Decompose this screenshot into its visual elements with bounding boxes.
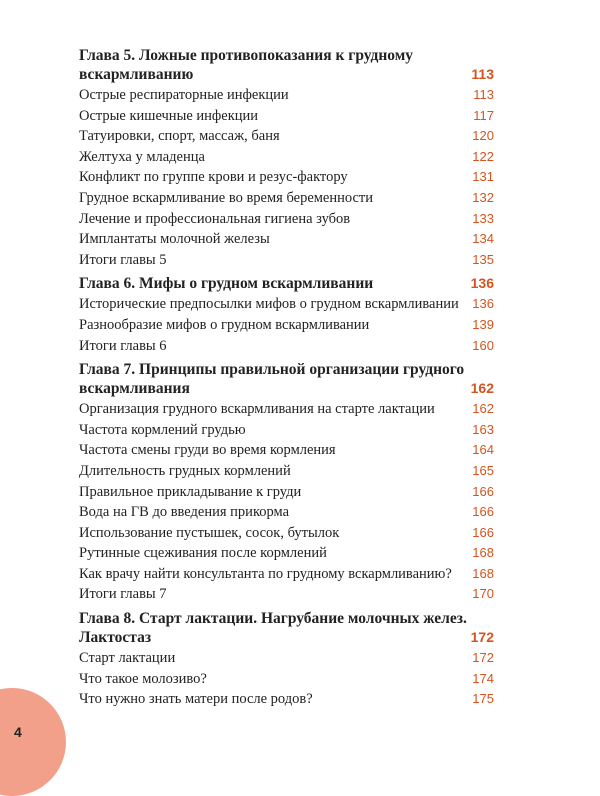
chapter-heading[interactable] xyxy=(79,46,494,84)
chapter-heading[interactable] xyxy=(79,360,494,398)
toc-entry-title: Лечение и профессиональная гигиена зубов xyxy=(79,210,351,227)
chapter-page-number: 172 xyxy=(470,629,494,646)
chapter-title: вскармливанию xyxy=(79,66,194,83)
chapter-page-number: 136 xyxy=(470,275,494,292)
toc-entry-page-number: 131 xyxy=(472,169,494,185)
chapter-page-number: 162 xyxy=(470,380,494,397)
toc-entry-page-number: 174 xyxy=(472,670,494,686)
toc-entry[interactable] xyxy=(79,564,494,585)
chapter-title: Лактостаз xyxy=(79,629,152,647)
chapter-title: Глава 5. Ложные противопоказания к грудному xyxy=(79,47,414,64)
toc-entry[interactable] xyxy=(79,188,494,209)
toc-entry-title: Исторические предпосылки мифов о грудном вскармливании xyxy=(79,296,459,313)
toc-entry-title: Что такое молозиво? xyxy=(79,670,207,687)
toc-entry-page-number: 166 xyxy=(472,483,494,499)
toc-entry-page-number: 175 xyxy=(472,691,494,707)
chapter-heading-line xyxy=(79,46,494,65)
toc-entry[interactable] xyxy=(79,689,494,710)
toc-entry-page-number: 164 xyxy=(472,442,494,458)
toc-entry-title: Татуировки, спорт, массаж, баня xyxy=(79,128,280,145)
chapter-title: Глава 8. Старт лактации. Нагрубание молочных желез. xyxy=(79,610,467,628)
toc-entry-page-number: 166 xyxy=(472,524,494,540)
toc-entry[interactable] xyxy=(79,167,494,188)
toc-entry-page-number: 122 xyxy=(472,148,494,164)
toc-entry[interactable] xyxy=(79,502,494,523)
toc-entry-title: Старт лактации xyxy=(79,650,176,667)
toc-entry-page-number: 165 xyxy=(472,462,494,478)
chapter-title: вскармливания xyxy=(79,380,190,398)
toc-entry-title: Частота смены груди во время кормления xyxy=(79,442,336,459)
toc-entry[interactable] xyxy=(79,229,494,250)
toc-entry-page-number: 166 xyxy=(472,504,494,520)
toc-entry[interactable] xyxy=(79,147,494,168)
toc-entry-page-number: 163 xyxy=(472,421,494,437)
toc-entry[interactable] xyxy=(79,669,494,690)
toc-entry-page-number: 136 xyxy=(472,296,494,312)
toc-entry[interactable] xyxy=(79,584,494,605)
toc-entry[interactable] xyxy=(79,106,494,127)
toc-entry-title: Организация грудного вскармливания на старте лактации xyxy=(79,401,435,418)
toc-entry-title: Что нужно знать матери после родов? xyxy=(79,691,313,708)
page-number-circle xyxy=(0,688,66,796)
toc-entry-page-number: 162 xyxy=(472,401,494,417)
chapter-heading-line xyxy=(79,65,494,84)
toc-entry[interactable] xyxy=(79,482,494,503)
toc-entry[interactable] xyxy=(79,85,494,106)
toc-entry[interactable] xyxy=(79,461,494,482)
toc-entry-page-number: 135 xyxy=(472,251,494,267)
toc-entry-title: Итоги главы 5 xyxy=(79,251,167,268)
chapter-heading-line xyxy=(79,360,494,379)
toc-entry-page-number: 113 xyxy=(473,87,494,102)
toc-entry[interactable] xyxy=(79,399,494,420)
toc-entry[interactable] xyxy=(79,440,494,461)
toc-entry-page-number: 168 xyxy=(472,565,494,581)
toc-entry-title: Имплантаты молочной железы xyxy=(79,231,270,248)
toc-entry-title: Вода на ГВ до введения прикорма xyxy=(79,504,290,521)
toc-entry-page-number: 120 xyxy=(472,128,494,144)
chapter-heading-line xyxy=(79,628,494,647)
page-number: 4 xyxy=(14,724,22,740)
table-of-contents xyxy=(79,46,494,710)
toc-entry-title: Итоги главы 6 xyxy=(79,337,167,354)
toc-entry-title: Конфликт по группе крови и резус-фактору xyxy=(79,169,348,186)
chapter-title: Глава 7. Принципы правильной организации грудного xyxy=(79,361,465,379)
toc-entry-page-number: 160 xyxy=(472,337,494,353)
toc-entry-title: Грудное вскармливание во время беременности xyxy=(79,189,374,206)
toc-entry[interactable] xyxy=(79,209,494,230)
toc-entry-page-number: 170 xyxy=(472,586,494,602)
toc-entry[interactable] xyxy=(79,420,494,441)
chapter-heading[interactable] xyxy=(79,274,494,293)
toc-entry-title: Длительность грудных кормлений xyxy=(79,462,291,479)
toc-entry-page-number: 134 xyxy=(472,231,494,247)
toc-entry[interactable] xyxy=(79,294,494,315)
chapter-heading-line xyxy=(79,609,494,628)
toc-entry[interactable] xyxy=(79,336,494,357)
toc-entry-title: Острые кишечные инфекции xyxy=(79,107,259,124)
toc-entry[interactable] xyxy=(79,126,494,147)
toc-entry[interactable] xyxy=(79,523,494,544)
toc-entry-title: Частота кормлений грудью xyxy=(79,421,246,438)
toc-entry-page-number: 133 xyxy=(472,210,494,226)
toc-entry-page-number: 132 xyxy=(472,189,494,205)
chapter-page-number: 113 xyxy=(471,66,494,82)
toc-entry-page-number: 168 xyxy=(472,545,494,561)
toc-entry-title: Рутинные сцеживания после кормлений xyxy=(79,545,327,562)
chapter-heading-line xyxy=(79,274,494,293)
toc-entry-title: Разнообразие мифов о грудном вскармливании xyxy=(79,316,370,333)
toc-entry-title: Как врачу найти консультанта по грудному вскармливанию? xyxy=(79,565,452,582)
chapter-heading-line xyxy=(79,379,494,398)
toc-entry-title: Желтуха у младенца xyxy=(79,148,205,165)
toc-entry-page-number: 172 xyxy=(472,650,494,666)
chapter-heading[interactable] xyxy=(79,609,494,647)
toc-entry-title: Использование пустышек, сосок, бутылок xyxy=(79,524,340,541)
toc-entry[interactable] xyxy=(79,315,494,336)
toc-entry-title: Правильное прикладывание к груди xyxy=(79,483,302,500)
toc-entry-title: Острые респираторные инфекции xyxy=(79,87,289,103)
toc-entry-page-number: 117 xyxy=(473,107,494,123)
toc-entry[interactable] xyxy=(79,543,494,564)
toc-entry[interactable] xyxy=(79,250,494,271)
chapter-title: Глава 6. Мифы о грудном вскармливании xyxy=(79,275,374,293)
toc-entry-page-number: 139 xyxy=(472,316,494,332)
toc-entry[interactable] xyxy=(79,648,494,669)
toc-entry-title: Итоги главы 7 xyxy=(79,586,167,603)
